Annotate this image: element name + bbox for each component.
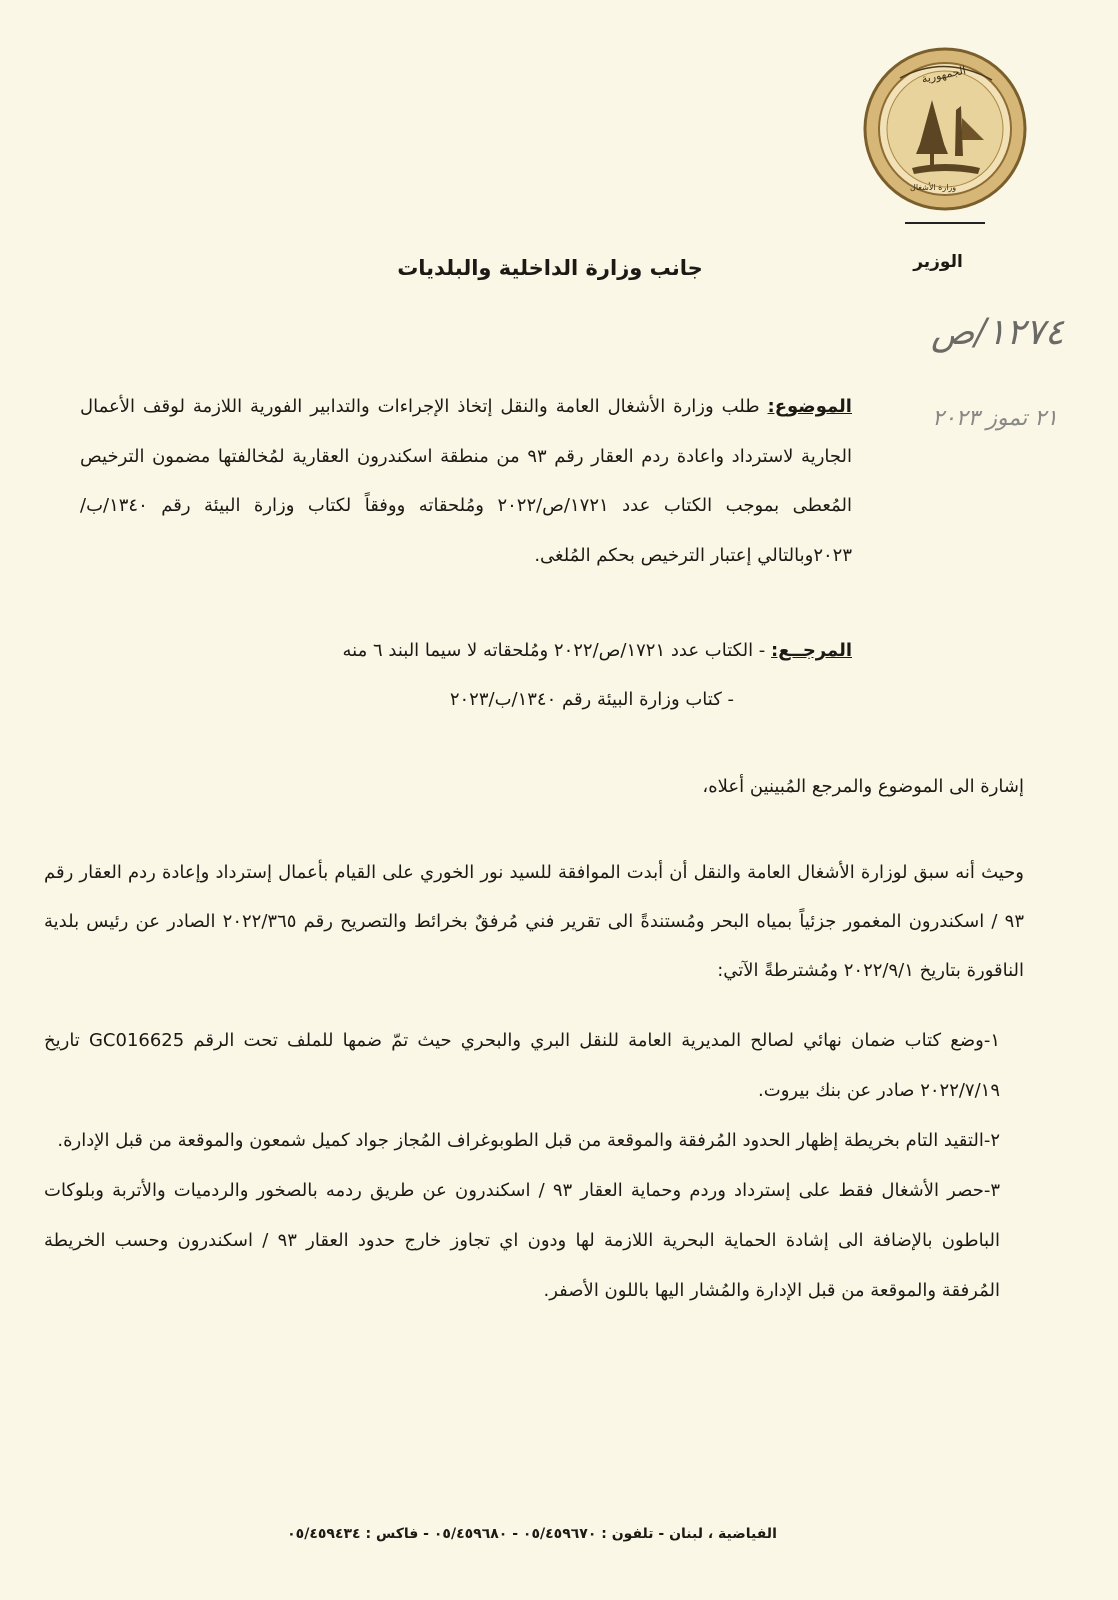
condition-number: ١- [983,1030,1000,1051]
reference-item: - كتاب وزارة البيئة رقم ١٣٤٠/ب/٢٠٢٣ [449,689,734,710]
conditions-list [44,1016,1024,1316]
letterhead-footer: الفياضية ، لبنان - تلفون : ٠٥/٤٥٩٦٧٠ - ٠٥/٤٥٩٦٨٠ - فاكس : ٠٥/٤٥٩٤٣٤ [287,1526,777,1542]
condition-item [44,1166,1024,1316]
minister-label: الوزير [913,252,963,272]
reference-label: المرجــع: [771,640,852,661]
intro-line: إشارة الى الموضوع والمرجع المُبينين أعلاه، [702,776,1024,797]
condition-text: ١-وضع كتاب ضمان نهائي لصالح المديرية العامة للنقل البري والبحري حيث تمّ ضمها للملف تحت الرقم GC016625 تاريخ ٢٠٢٢/٧/١٩ صادر عن بنك بيروت. [44,1030,1000,1101]
condition-text: ٣-حصر الأشغال فقط على إسترداد وردم وحماية العقار ٩٣ / اسكندرون عن طريق ردمه بالصخور والردميات والأتربة وبلوكات الباطون بالإضافة الى إشادة الحماية البحرية اللازمة لها ودون اي تجاوز خارج حدود العقار ٩٣ / اسكندرون وحسب الخريطة المُرفقة والموقعة من قبل الإدارة والمُشار اليها باللون الأصفر. [44,1180,1000,1301]
handwritten-date: ٢١ تموز ٢٠٢٣ [932,406,1058,431]
reference-line-1 [80,626,852,675]
subject-label: الموضوع: [767,396,852,417]
ministry-seal-logo [860,44,1030,214]
condition-number: ٢- [983,1130,1000,1151]
condition-number: ٣- [983,1180,1000,1201]
condition-text: ٢-التقيد التام بخريطة إظهار الحدود المُرفقة والموقعة من قبل الطوبوغراف المُجاز جواد كميل شمعون والموقعة من قبل الإدارة. [57,1130,1000,1151]
subject-text: طلب وزارة الأشغال العامة والنقل إتخاذ الإجراءات والتدابير الفورية اللازمة لوقف الأعمال الجارية لاسترداد واعادة ردم العقار رقم ٩٣ من منطقة اسكندرون العقارية لمُخالفتها مضمون الترخيص المُعطى بموجب الكتاب عدد ١٧٢١/ص/٢٠٢٢ ومُلحقاته ووفقاً لكتاب وزارة البيئة رقم ١٣٤٠/ب/٢٠٢٣وبالتالي إعتبار الترخيص بحكم المُلغى. [80,396,852,566]
subject-block [80,382,852,580]
addressee-heading: جانب وزارة الداخلية والبلديات [397,256,703,280]
handwritten-reference-number: ١٢٧٤/ص [931,312,1064,353]
reference-block [80,626,852,724]
svg-text:ﻭﺯﺍﺭﺓ ﺍﻷﺷﻐﺎﻝ: ﻭﺯﺍﺭﺓ ﺍﻷﺷﻐﺎﻝ [910,183,957,192]
condition-item [44,1116,1024,1166]
body-paragraph: وحيث أنه سبق لوزارة الأشغال العامة والنقل أن أبدت الموافقة للسيد نور الخوري على القيام بأعمال إسترداد وإعادة ردم العقار رقم ٩٣ / اسكندرون المغمور جزئياً بمياه البحر ومُستندةً الى تقرير فني مُرفقٌ بخرائط والتصريح رقم ٢٠٢٢/٣٦٥ الصادر عن رئيس بلدية الناقورة بتاريخ ٢٠٢٢/٩/١ ومُشترطةً الآتي: [44,862,1024,981]
seal-divider-line [905,222,985,224]
reference-item: - الكتاب عدد ١٧٢١/ص/٢٠٢٢ ومُلحقاته لا سيما البند ٦ منه [342,640,766,661]
condition-item [44,1016,1024,1116]
svg-text:ﺍﻟﺠﻤﻬﻮﺭﻳﺔ: ﺍﻟﺠﻤﻬﻮﺭﻳﺔ [920,63,968,86]
